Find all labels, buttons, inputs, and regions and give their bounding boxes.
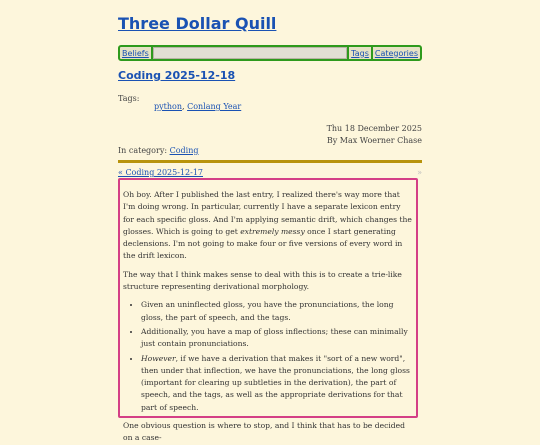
tag-link-python[interactable]: python — [154, 102, 182, 111]
nav-categories-link[interactable]: Categories — [374, 48, 418, 58]
bullet-list — [123, 299, 413, 414]
emphasis: extremely messy — [240, 226, 305, 236]
text-run: Oh boy. After I published the last entry, I realized there's way more that I'm doing wrong. In particular, currently I have a separate lexicon entry for each specific gloss. And I'm applying semantic drift, which changes the glosses. Which is going to get — [123, 190, 412, 236]
divider-rule — [118, 160, 422, 163]
site-title-link[interactable]: Three Dollar Quill — [118, 14, 277, 33]
text-run: once I start generating declensions. I'm not going to make four or five versions of every word in the drift lexicon. — [123, 226, 403, 261]
nav-tags-link[interactable]: Tags — [351, 48, 369, 58]
category-prefix: In category: — [118, 146, 170, 155]
emphasis: However — [141, 353, 176, 363]
tag-link-conlang-year[interactable]: Conlang Year — [187, 102, 242, 111]
post-category — [118, 146, 198, 155]
list-item: • Additionally, you have a map of gloss inflections; these can minimally just contain pronunciations. — [141, 326, 413, 351]
tag-separator: , — [181, 102, 188, 111]
post-title-link[interactable]: Coding 2025-12-18 — [118, 69, 236, 82]
nav-bar — [118, 45, 422, 61]
tag-list — [154, 102, 241, 111]
prev-post-link[interactable]: « Coding 2025-12-17 — [118, 168, 203, 177]
tags-label: Tags: — [118, 94, 140, 103]
post-author: By Max Woerner Chase — [326, 136, 422, 145]
text-run: , if we have a derivation that makes it "sort of a new word", then under that inflection, we have the pronunciations, the long gloss (important for clearing up subtleties in the derivation), the part of speech, and the tags, as well as the appropriate derivations for that part of speech. — [141, 353, 410, 412]
category-link[interactable]: Coding — [169, 146, 199, 155]
list-item — [141, 353, 413, 414]
nav-beliefs-link[interactable]: Beliefs — [122, 48, 149, 58]
nav-spacer — [153, 47, 347, 59]
paragraph — [123, 189, 413, 263]
paragraph: The way that I think makes sense to deal with this is to create a trie-like structure representing derivational morphology. — [123, 269, 402, 292]
next-post-arrow: » — [417, 168, 422, 177]
post-meta — [327, 123, 422, 147]
list-item: • Given an uninflected gloss, you have the pronunciations, the long gloss, the part of speech, and the tags. — [141, 299, 413, 324]
post-date: Thu 18 December 2025 — [326, 124, 422, 133]
post-content — [118, 178, 418, 443]
paragraph: One obvious question is where to stop, and I think that has to be decided on a case- — [123, 421, 405, 443]
